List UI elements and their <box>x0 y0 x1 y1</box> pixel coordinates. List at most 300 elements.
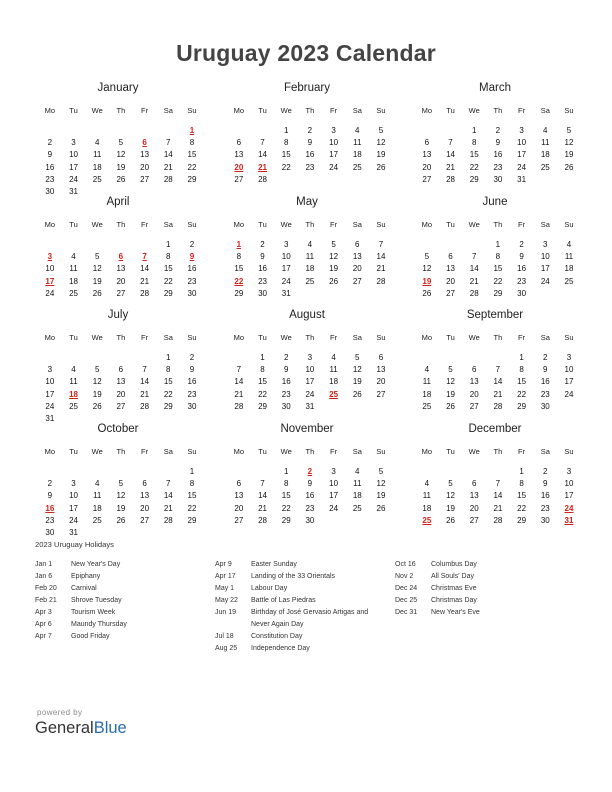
weekday-label: Su <box>376 447 386 456</box>
day-cell: 6 <box>355 240 360 249</box>
day-cell: 30 <box>281 401 291 411</box>
day-cell: 7 <box>236 365 242 375</box>
day-cell: 5 <box>566 126 572 135</box>
day-cell: 23 <box>493 162 503 172</box>
holiday-day-cell: 19 <box>422 276 432 286</box>
day-cell: 14 <box>140 377 150 387</box>
day-cell: 7 <box>260 479 265 489</box>
weekday-label: Sa <box>352 447 362 456</box>
day-cell: 12 <box>446 491 455 501</box>
day-cell: 29 <box>187 174 197 184</box>
day-cell: 17 <box>69 162 78 172</box>
day-cell: 25 <box>352 503 362 513</box>
holiday-date: Dec 31 <box>395 609 418 616</box>
holiday-name: Columbus Day <box>431 561 477 568</box>
day-cell: 24 <box>69 174 78 184</box>
day-cell: 1 <box>519 467 524 476</box>
day-cell: 11 <box>69 377 78 387</box>
day-cell: 3 <box>566 467 572 476</box>
weekday-label: Tu <box>258 447 267 456</box>
day-cell: 29 <box>281 515 291 525</box>
weekday-label: Mo <box>421 447 433 456</box>
day-cell: 23 <box>45 174 55 184</box>
day-cell: 8 <box>519 479 524 489</box>
day-cell: 16 <box>540 491 550 501</box>
day-cell: 16 <box>517 264 527 274</box>
day-cell: 1 <box>283 126 289 135</box>
day-cell: 26 <box>329 276 339 286</box>
day-cell: 28 <box>258 174 267 184</box>
day-cell: 20 <box>116 389 126 399</box>
day-cell: 17 <box>564 491 574 501</box>
day-cell: 4 <box>355 126 360 135</box>
day-cell: 18 <box>422 389 432 399</box>
month-name: March <box>479 82 511 94</box>
day-cell: 4 <box>566 240 572 249</box>
month-name: December <box>468 423 522 435</box>
holiday-item <box>395 607 575 619</box>
day-cell: 2 <box>260 240 265 249</box>
weekday-label: Fr <box>330 106 338 115</box>
day-cell: 15 <box>187 491 197 501</box>
day-cell: 18 <box>92 162 102 172</box>
day-cell: 22 <box>469 162 479 172</box>
weekday-label: Mo <box>421 220 433 229</box>
day-cell: 11 <box>69 264 78 274</box>
day-cell: 6 <box>118 365 124 375</box>
day-cell <box>109 527 133 539</box>
weekday-label: Sa <box>352 220 362 229</box>
holidays-heading: 2023 Uruguay Holidays <box>35 540 114 549</box>
day-cell: 8 <box>471 138 477 148</box>
day-cell: 10 <box>517 138 527 148</box>
holiday-name: Tourism Week <box>71 609 116 616</box>
weekday-label: Mo <box>44 447 56 456</box>
day-cell: 13 <box>116 264 126 274</box>
day-cell: 11 <box>93 491 102 501</box>
holiday-day-cell: 21 <box>258 162 267 172</box>
day-cell: 21 <box>376 264 386 274</box>
day-cell: 24 <box>281 276 291 286</box>
days-grid <box>415 466 575 527</box>
holiday-date: Oct 16 <box>395 561 416 568</box>
day-cell: 20 <box>469 503 479 513</box>
day-cell: 18 <box>352 491 362 501</box>
day-cell: 6 <box>471 365 477 375</box>
day-cell: 23 <box>281 389 291 399</box>
holiday-day-cell: 17 <box>45 276 55 286</box>
days-grid <box>415 239 575 300</box>
day-cell: 4 <box>424 479 430 489</box>
weekday-label: We <box>468 106 480 115</box>
day-cell: 24 <box>305 389 315 399</box>
day-cell <box>298 288 322 300</box>
holiday-name: Christmas Day <box>431 597 477 604</box>
day-cell <box>109 352 133 364</box>
holiday-item <box>215 571 385 583</box>
day-cell: 25 <box>422 401 432 411</box>
weekday-label: Sa <box>540 333 550 342</box>
weekday-label: We <box>280 220 292 229</box>
day-cell: 20 <box>469 389 479 399</box>
holiday-name: Birthday of José Gervasio Artigas and Never Again Day <box>251 609 369 628</box>
day-cell: 16 <box>187 264 197 274</box>
weekday-label: Sa <box>540 220 550 229</box>
day-cell: 26 <box>446 515 455 525</box>
day-cell: 1 <box>189 467 195 476</box>
day-cell: 15 <box>163 377 173 387</box>
day-cell <box>486 466 510 478</box>
day-cell <box>462 239 486 251</box>
day-cell: 19 <box>92 276 102 286</box>
day-cell: 2 <box>543 353 548 362</box>
day-cell: 4 <box>94 138 100 148</box>
day-cell: 7 <box>142 365 147 375</box>
day-cell: 5 <box>378 126 384 135</box>
day-cell: 9 <box>47 150 53 160</box>
day-cell: 12 <box>329 252 339 262</box>
day-cell: 1 <box>471 126 477 135</box>
day-cell: 21 <box>493 503 503 513</box>
day-cell: 12 <box>376 138 386 148</box>
powered-by-text: powered by <box>37 708 83 717</box>
day-cell: 1 <box>283 467 289 476</box>
holiday-name: All Souls' Day <box>431 573 474 580</box>
day-cell: 9 <box>519 252 524 262</box>
holiday-date: Dec 25 <box>395 597 418 604</box>
day-cell: 22 <box>281 503 291 513</box>
day-cell: 2 <box>543 467 548 476</box>
day-cell: 17 <box>305 377 315 387</box>
day-cell: 13 <box>469 377 479 387</box>
weekday-label: Th <box>305 333 315 342</box>
day-cell: 17 <box>517 150 527 160</box>
day-cell: 16 <box>258 264 267 274</box>
weekday-label: Su <box>187 106 197 115</box>
day-cell: 9 <box>307 479 313 489</box>
weekday-label: Mo <box>421 106 433 115</box>
weekday-label: Fr <box>141 333 149 342</box>
day-cell: 6 <box>378 353 384 362</box>
day-cell: 26 <box>92 401 102 411</box>
day-cell <box>439 466 463 478</box>
day-cell <box>439 239 463 251</box>
day-cell: 2 <box>519 240 524 249</box>
day-cell: 2 <box>189 240 195 249</box>
day-cell: 20 <box>352 264 362 274</box>
day-cell: 26 <box>376 503 386 513</box>
day-cell <box>156 466 180 478</box>
day-cell: 13 <box>234 491 244 501</box>
holiday-date: Apr 7 <box>35 633 52 640</box>
day-cell: 8 <box>166 252 171 262</box>
day-cell: 19 <box>116 503 126 513</box>
holiday-item <box>215 595 385 607</box>
weekday-label: Su <box>564 220 574 229</box>
day-cell: 21 <box>163 162 173 172</box>
day-cell: 4 <box>307 240 313 249</box>
day-cell: 26 <box>116 174 126 184</box>
day-cell: 24 <box>329 162 339 172</box>
day-cell: 18 <box>69 276 78 286</box>
day-cell: 23 <box>258 276 267 286</box>
day-cell: 7 <box>471 252 477 262</box>
day-cell: 30 <box>493 174 503 184</box>
day-cell: 19 <box>564 150 574 160</box>
day-cell: 29 <box>258 401 267 411</box>
day-cell: 10 <box>45 264 55 274</box>
day-cell: 3 <box>566 353 572 362</box>
day-cell: 10 <box>564 479 574 489</box>
day-cell: 8 <box>283 138 289 148</box>
holiday-name: Christmas Eve <box>431 585 477 592</box>
day-cell: 5 <box>118 138 124 148</box>
holiday-item <box>35 631 205 643</box>
day-cell: 11 <box>422 377 431 387</box>
weekday-label: We <box>91 220 103 229</box>
day-cell: 2 <box>47 138 53 148</box>
month-october <box>38 423 198 539</box>
month-may <box>227 196 387 300</box>
weekday-label: We <box>468 220 480 229</box>
day-cell: 25 <box>305 276 315 286</box>
day-cell <box>133 466 157 478</box>
month-name: October <box>97 423 139 435</box>
holiday-date: Apr 9 <box>215 561 232 568</box>
day-cell: 12 <box>376 479 386 489</box>
holiday-day-cell: 1 <box>189 126 195 135</box>
day-cell: 15 <box>517 491 527 501</box>
weekday-label: Mo <box>233 220 245 229</box>
weekday-label: Tu <box>69 447 78 456</box>
holiday-item <box>395 571 575 583</box>
month-february <box>227 82 387 186</box>
holiday-day-cell: 31 <box>564 515 574 525</box>
day-cell: 19 <box>376 150 386 160</box>
day-cell: 13 <box>140 491 150 501</box>
day-cell: 29 <box>493 288 503 298</box>
day-cell: 16 <box>281 377 291 387</box>
day-cell <box>369 515 393 527</box>
weekday-label: Fr <box>518 220 526 229</box>
day-cell: 28 <box>140 288 150 298</box>
day-cell <box>85 239 109 251</box>
holiday-day-cell: 1 <box>236 240 242 249</box>
day-cell <box>156 125 180 137</box>
holiday-column <box>395 559 575 619</box>
days-grid <box>227 125 387 186</box>
holiday-name: Independence Day <box>251 645 310 652</box>
day-cell: 4 <box>543 126 548 135</box>
day-cell: 30 <box>45 527 55 537</box>
days-grid <box>227 352 387 413</box>
holiday-name: Landing of the 33 Orientals <box>251 573 336 580</box>
day-cell: 23 <box>187 389 197 399</box>
holiday-name: Epiphany <box>71 573 101 580</box>
day-cell: 5 <box>448 479 453 489</box>
holiday-date: Apr 3 <box>35 609 52 616</box>
day-cell <box>38 239 62 251</box>
weekday-label: Mo <box>44 106 56 115</box>
weekday-label: We <box>280 333 292 342</box>
day-cell: 19 <box>376 491 386 501</box>
day-cell: 30 <box>45 186 55 196</box>
day-cell: 30 <box>517 288 527 298</box>
day-cell: 17 <box>329 491 339 501</box>
day-cell: 20 <box>422 162 432 172</box>
day-cell: 18 <box>564 264 574 274</box>
day-cell: 24 <box>564 389 574 399</box>
day-cell: 13 <box>352 252 362 262</box>
day-cell: 12 <box>446 377 455 387</box>
day-cell: 19 <box>446 389 455 399</box>
day-cell: 1 <box>166 353 171 362</box>
day-cell <box>85 125 109 137</box>
day-cell <box>533 288 557 300</box>
day-cell: 3 <box>71 479 76 489</box>
day-cell: 3 <box>543 240 548 249</box>
weekday-header <box>38 104 198 117</box>
weekday-header <box>38 331 198 344</box>
weekday-label: Tu <box>69 220 78 229</box>
month-november <box>227 423 387 527</box>
weekday-label: Sa <box>352 106 362 115</box>
day-cell: 31 <box>517 174 527 184</box>
day-cell: 12 <box>116 491 126 501</box>
day-cell <box>557 174 581 186</box>
day-cell: 30 <box>540 401 550 411</box>
holiday-name: Shrove Tuesday <box>71 597 122 604</box>
day-cell: 27 <box>140 515 150 525</box>
weekday-label: Fr <box>141 447 149 456</box>
weekday-label: Su <box>376 333 386 342</box>
day-cell: 5 <box>355 353 360 362</box>
day-cell <box>109 239 133 251</box>
day-cell: 23 <box>305 503 315 513</box>
day-cell: 3 <box>519 126 524 135</box>
day-cell: 16 <box>540 377 550 387</box>
day-cell <box>251 125 275 137</box>
weekday-label: Th <box>305 220 315 229</box>
holiday-name: Labour Day <box>251 585 288 592</box>
month-december <box>415 423 575 527</box>
day-cell: 24 <box>329 503 339 513</box>
holiday-name: New Year's Eve <box>431 609 480 616</box>
day-cell: 31 <box>45 413 55 423</box>
weekday-label: Tu <box>258 333 267 342</box>
day-cell: 5 <box>378 467 384 476</box>
day-cell: 11 <box>93 150 102 160</box>
day-cell: 10 <box>45 377 55 387</box>
day-cell: 2 <box>283 353 289 362</box>
day-cell: 7 <box>495 365 501 375</box>
day-cell: 13 <box>234 150 244 160</box>
day-cell: 15 <box>234 264 244 274</box>
weekday-label: Su <box>187 447 197 456</box>
holiday-date: Jan 6 <box>35 573 53 580</box>
holiday-item <box>215 583 385 595</box>
day-cell: 21 <box>140 276 150 286</box>
day-cell: 18 <box>305 264 315 274</box>
holiday-day-cell: 7 <box>142 252 147 262</box>
holiday-day-cell: 16 <box>45 503 55 513</box>
weekday-header <box>227 331 387 344</box>
days-grid <box>415 125 575 186</box>
day-cell: 11 <box>422 491 431 501</box>
day-cell <box>369 288 393 300</box>
day-cell: 6 <box>142 479 147 489</box>
weekday-label: Tu <box>258 220 267 229</box>
day-cell: 12 <box>92 264 102 274</box>
month-name: June <box>482 196 508 208</box>
holiday-day-cell: 3 <box>47 252 53 262</box>
weekday-header <box>415 218 575 231</box>
day-cell <box>415 239 439 251</box>
day-cell: 25 <box>92 515 102 525</box>
day-cell: 5 <box>94 252 100 262</box>
day-cell: 31 <box>69 186 78 196</box>
day-cell: 10 <box>69 491 78 501</box>
month-april <box>38 196 198 300</box>
day-cell <box>227 125 251 137</box>
weekday-label: Th <box>493 106 503 115</box>
day-cell: 25 <box>564 276 574 286</box>
day-cell: 20 <box>140 162 150 172</box>
holiday-item <box>215 559 385 571</box>
day-cell: 27 <box>116 288 126 298</box>
day-cell: 7 <box>495 479 501 489</box>
day-cell: 20 <box>376 377 386 387</box>
day-cell: 30 <box>305 515 315 525</box>
weekday-label: Su <box>187 333 197 342</box>
day-cell: 8 <box>166 365 171 375</box>
day-cell: 18 <box>92 503 102 513</box>
day-cell <box>345 515 369 527</box>
day-cell <box>557 401 581 413</box>
day-cell <box>133 527 157 539</box>
day-cell <box>156 527 180 539</box>
day-cell: 31 <box>305 401 315 411</box>
day-cell: 22 <box>258 389 267 399</box>
day-cell: 4 <box>71 365 76 375</box>
day-cell <box>38 466 62 478</box>
weekday-label: Fr <box>518 106 526 115</box>
day-cell <box>274 174 298 186</box>
day-cell: 15 <box>517 377 527 387</box>
day-cell <box>322 401 346 413</box>
day-cell: 11 <box>564 252 574 262</box>
holiday-day-cell: 24 <box>564 503 574 513</box>
month-name: January <box>97 82 139 94</box>
day-cell <box>462 352 486 364</box>
day-cell: 19 <box>446 503 455 513</box>
day-cell: 22 <box>517 503 527 513</box>
month-name: February <box>283 82 331 94</box>
day-cell: 17 <box>540 264 550 274</box>
day-cell: 28 <box>446 174 455 184</box>
brand-logo[interactable] <box>35 719 127 738</box>
holiday-item <box>395 595 575 607</box>
day-cell: 27 <box>446 288 455 298</box>
day-cell: 22 <box>187 162 197 172</box>
weekday-label: Mo <box>44 220 56 229</box>
day-cell: 4 <box>94 479 100 489</box>
weekday-label: Sa <box>163 447 173 456</box>
brand-general: General <box>35 719 94 737</box>
weekday-label: Su <box>564 447 574 456</box>
day-cell <box>62 352 86 364</box>
weekday-label: Su <box>376 106 386 115</box>
